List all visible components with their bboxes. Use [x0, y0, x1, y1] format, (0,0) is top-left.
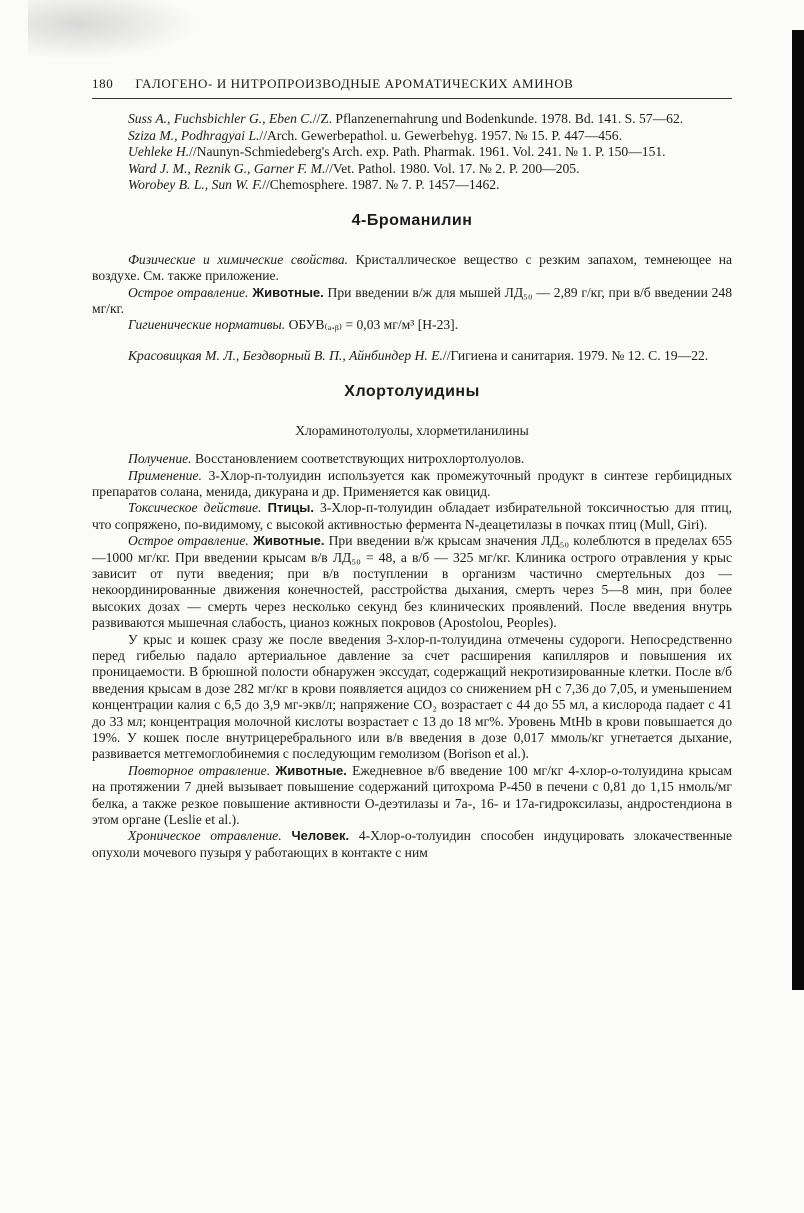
- reference-item: Worobey B. L., Sun W. F.//Chemosphere. 1987. № 7. P. 1457—1462.: [128, 177, 500, 193]
- page-number: 180: [92, 76, 114, 91]
- reference-item: Suss A., Fuchsbichler G., Eben C.//Z. Pflanzenernahrung und Bodenkunde. 1978. Bd. 141. S. 57—62.: [128, 111, 684, 127]
- paragraph-rats-cats: У крыс и кошек сразу же после введения 3-хлор-п-толуидина отмечены судороги. Непосредственно перед гибелью падало артериальное давление за счет расширения капилляров и повышения их проницаемости. В брюшной полости обнаружен экссудат, содержащий некротизированные клетки. После в/б введения крысам в дозе 282 мг/кг в крови появляется ацидоз со снижением pH с 7,36 до 7,05, и уменьшением концентрации калия с 6,5 до 3,9 мг-экв/л; напряжение CO₂ возрастает с 44 до 55 мл, а кислорода падает с 41 до 33 мл; концентрация молочной кислоты возрастает с 13 до 18 мг%. Уровень MtHb в крови повышается до 19%. У кошек после внутрицеребрального или в/в введения в дозе 0,017 ммоль/кг угнетается дыхание, развивается метгемоглобинемия с последующим гемолизом (Borison et al.).: [92, 631, 732, 762]
- paragraph-application: Применение. 3-Хлор-п-толуидин используется как промежуточный продукт в синтезе гербицидных препаратов солана, менида, дикурана и др. Применяется как овицид.: [92, 467, 732, 499]
- paragraph-hygiene-standards: Гигиенические нормативы. ОБУВ₍ₐ.ᵦ₎ = 0,03 мг/м³ [Н-23].: [128, 317, 459, 333]
- reference-item: Красовицкая М. Л., Бездворный В. П., Айнбиндер Н. Е.//Гигиена и санитария. 1979. № 12. С. 19—22.: [128, 347, 709, 363]
- reference-item: Ward J. M., Reznik G., Garner F. M.//Vet. Pathol. 1980. Vol. 17. № 2. P. 200—205.: [128, 160, 580, 176]
- paragraph-toxic-action: Токсическое действие. Птицы. 3-Хлор-п-толуидин обладает избирательной токсичностью для птиц, что сопряжено, по-видимому, с высокой активностью фермента N-деацетилазы в почках птиц (Mull, Giri).: [92, 500, 732, 532]
- section-title-bromaniline: 4-Броманилин: [351, 212, 473, 230]
- paragraph-repeated-poisoning: Повторное отравление. Животные. Ежедневное в/б введение 100 мг/кг 4-хлор-о-толуидина крысам на протяжении 7 дней вызывает повышение содержаний цитохрома P-450 в печени с 0,81 до 1,15 нмоль/мг белка, а также резкое повышение активности О-деэтилазы и 7а-, 16- и 17а-гидроксилазы, андростендиона в этом органе (Leslie et al.).: [92, 762, 732, 828]
- reference-item: Sziza M., Podhragyai L.//Arch. Gewerbepathol. u. Gewerbehyg. 1957. № 15. P. 447—456.: [128, 127, 622, 143]
- paragraph-physical-properties: Физические и химические свойства. Кристаллическое вещество с резким запахом, темнеющее на воздухе. См. также приложение.: [92, 251, 733, 284]
- paragraph-obtaining: Получение. Восстановлением соответствующих нитрохлортолуолов.: [128, 451, 525, 467]
- scan-smudge: [28, 0, 198, 60]
- scan-edge-shadow: [792, 30, 804, 990]
- paragraph-acute-poisoning: Острое отравление. Животные. При введении в/ж крысам значения ЛД₅₀ колеблются в пределах 655—1000 мг/кг. При введении крысам в/в ЛД₅₀ = 48, а в/б — 325 мг/кг. Клиника острого отравления у крыс зависит от пути введения; при в/в поступлении в организм частично смертельных доз — некоординированные движения конечностей, расстройства дыхания, смерть через 5—8 мин, при более высоких дозах — смерть через несколько секунд без клинических проявлений. После введения внутрь развиваются мышечная слабость, цианоз кожных покровов (Apostolou, Peoples).: [92, 533, 733, 631]
- synonyms-line: Хлораминотолуолы, хлорметиланилины: [295, 422, 529, 438]
- reference-item: Uehleke H.//Naunyn-Schmiedeberg's Arch. exp. Path. Pharmak. 1961. Vol. 241. № 1. P. 150—151.: [128, 144, 666, 160]
- running-head: [92, 76, 732, 99]
- running-title: ГАЛОГЕНО- И НИТРОПРОИЗВОДНЫЕ АРОМАТИЧЕСКИХ АМИНОВ: [135, 76, 574, 91]
- spacer: [92, 334, 732, 348]
- paragraph-acute-poisoning: Острое отравление. Животные. При введении в/ж для мышей ЛД₅₀ — 2,89 г/кг, при в/б введении 248 мг/кг.: [92, 284, 733, 317]
- paragraph-chronic-poisoning: Хроническое отравление. Человек. 4-Хлор-о-толуидин способен индуцировать злокачественные опухоли мочевого пузыря у работающих в контакте с ним: [92, 828, 732, 860]
- reference-list-top: [92, 111, 732, 193]
- book-page: [92, 76, 732, 861]
- section-title-chlorotoluidines: Хлортолуидины: [344, 383, 480, 401]
